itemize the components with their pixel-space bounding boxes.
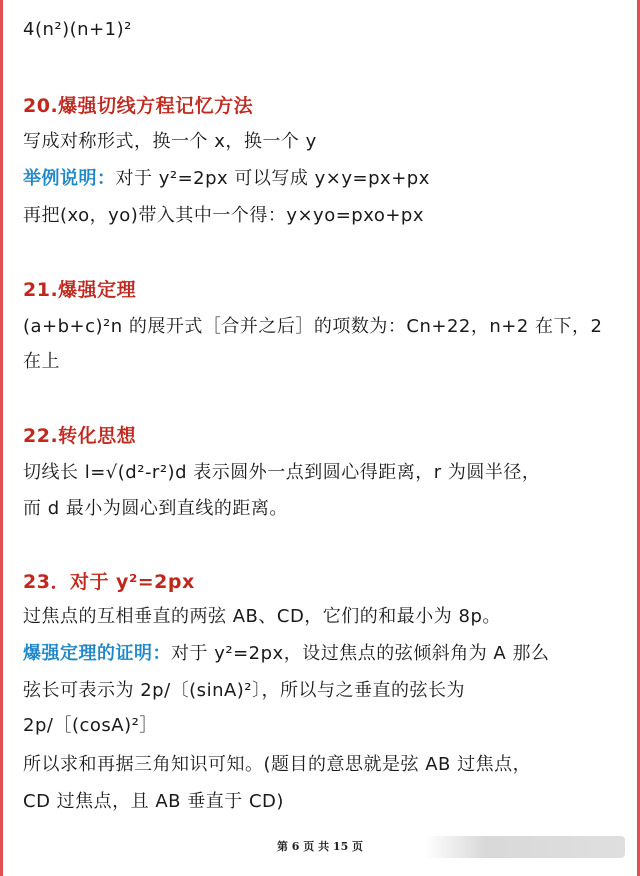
- section-23-heading: 23．对于 y²=2px: [23, 571, 195, 593]
- text-line: 写成对称形式，换一个 x，换一个 y: [23, 131, 317, 152]
- text-line: 在上: [23, 351, 60, 372]
- text-line: (a+b+c)²n 的展开式［合并之后］的项数为：Cn+22，n+2 在下，2: [23, 316, 603, 337]
- text-line: 弦长可表示为 2p/〔(sinA)²〕，所以与之垂直的弦长为: [23, 680, 466, 701]
- text-line: 切线长 l=√(d²-r²)d 表示圆外一点到圆心得距离，r 为圆半径，: [23, 462, 541, 483]
- formula-line: 4(n²)(n+1)²: [23, 19, 132, 40]
- proof-label: 爆强定理的证明：: [23, 643, 171, 664]
- text-line: 所以求和再据三角知识可知。(题目的意思就是弦 AB 过焦点，: [23, 754, 532, 775]
- section-20-heading: 20.爆强切线方程记忆方法: [23, 95, 254, 117]
- text-line: 2p/［(cosA)²］: [23, 715, 158, 736]
- example-label: 举例说明：: [23, 168, 116, 189]
- example-line: [23, 167, 623, 191]
- example-text: 对于 y²=2px 可以写成 y×y=px+px: [115, 168, 430, 189]
- proof-line: [23, 642, 623, 666]
- section-22-heading: 22.转化思想: [23, 425, 137, 447]
- watermark-smudge: [425, 836, 625, 858]
- text-line: 而 d 最小为圆心到直线的距离。: [23, 498, 288, 519]
- text-line: CD 过焦点，且 AB 垂直于 CD): [23, 791, 284, 812]
- text-line: 过焦点的互相垂直的两弦 AB、CD，它们的和最小为 8p。: [23, 606, 501, 627]
- text-line: 再把(xo，yo)带入其中一个得：y×yo=pxo+px: [23, 205, 424, 226]
- proof-text: 对于 y²=2px，设过焦点的弦倾斜角为 A 那么: [171, 643, 550, 664]
- page-footer: 第 6 页 共 15 页: [276, 840, 364, 853]
- section-21-heading: 21.爆强定理: [23, 279, 137, 301]
